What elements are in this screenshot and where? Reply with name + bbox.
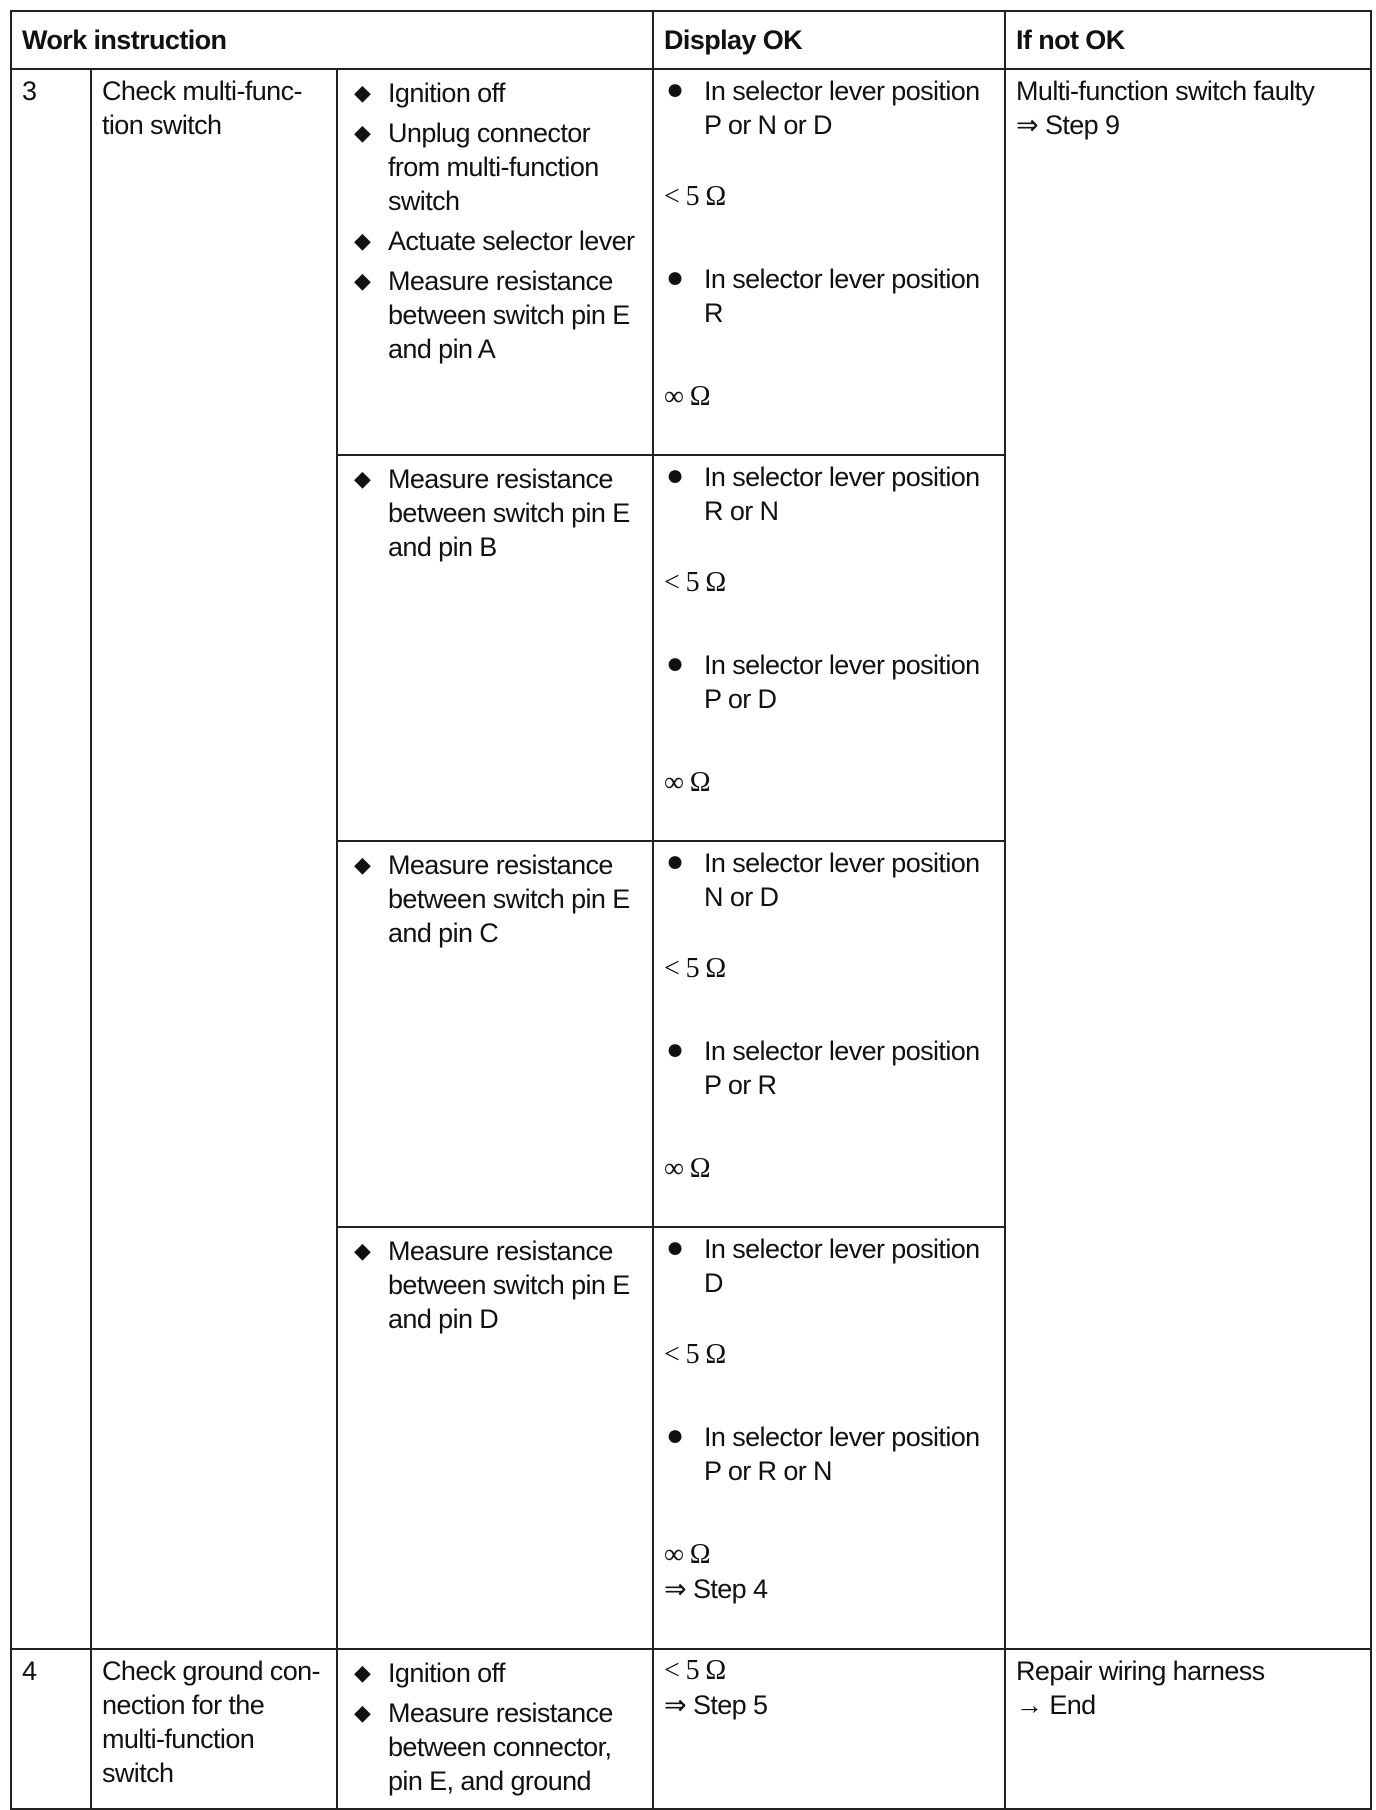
diamond-bullet-icon: ◆ (354, 120, 371, 145)
condition-item: ● In selector lever position P or D (666, 647, 980, 714)
dot-bullet-icon: ● (666, 845, 684, 878)
list-item: ◆ Measure resistance between switch pin E and pin B (354, 464, 630, 562)
next-step-link: ⇒ Step 4 (664, 1574, 768, 1604)
if-not-ok-cell (1005, 1649, 1371, 1809)
step-number: 3 (11, 69, 91, 1649)
display-ok-cell (653, 1649, 1005, 1809)
resistance-value: < 5 Ω (664, 567, 726, 598)
diamond-bullet-icon: ◆ (354, 1700, 371, 1725)
header-if-not-ok: If not OK (1005, 11, 1371, 69)
document-page (10, 10, 1370, 1796)
work-instruction-table (10, 10, 1372, 1810)
condition-item: ● In selector lever position R (666, 261, 980, 328)
action-cell (337, 455, 653, 841)
display-ok-cell (653, 69, 1005, 455)
next-step-link: ⇒ Step 9 (1016, 110, 1120, 140)
action-cell (337, 841, 653, 1227)
dot-bullet-icon: ● (666, 1419, 684, 1452)
dot-bullet-icon: ● (666, 647, 684, 680)
resistance-value: ∞ Ω (664, 1539, 710, 1570)
list-item: ◆ Ignition off (354, 1658, 505, 1688)
table-row (11, 1649, 1371, 1809)
resistance-value: ∞ Ω (664, 767, 710, 798)
if-not-ok-cell (1005, 69, 1371, 1649)
diamond-bullet-icon: ◆ (354, 466, 371, 491)
table-header-row (11, 11, 1371, 69)
display-ok-cell (653, 1227, 1005, 1649)
list-item: ◆ Actuate selector lever (354, 226, 635, 256)
step-number: 4 (11, 1649, 91, 1809)
next-step-link: ⇒ Step 5 (664, 1690, 768, 1720)
diamond-bullet-icon: ◆ (354, 1660, 371, 1685)
dot-bullet-icon: ● (666, 1231, 684, 1264)
dot-bullet-icon: ● (666, 261, 684, 294)
display-ok-cell (653, 841, 1005, 1227)
resistance-value: < 5 Ω (664, 181, 726, 212)
action-cell (337, 1227, 653, 1649)
resistance-value: < 5 Ω (664, 953, 726, 984)
condition-item: ● In selector lever position P or N or D (666, 73, 980, 140)
header-work-instruction: Work instruction (11, 11, 653, 69)
header-display-ok: Display OK (653, 11, 1005, 69)
action-cell (337, 69, 653, 455)
fault-text: Repair wiring harness (1016, 1656, 1265, 1686)
diamond-bullet-icon: ◆ (354, 852, 371, 877)
condition-item: ● In selector lever position P or R or N (666, 1419, 980, 1486)
list-item: ◆ Measure resistance between switch pin E and pin D (354, 1236, 630, 1334)
resistance-value: ∞ Ω (664, 381, 710, 412)
resistance-value: < 5 Ω (664, 1339, 726, 1370)
diamond-bullet-icon: ◆ (354, 1238, 371, 1263)
dot-bullet-icon: ● (666, 1033, 684, 1066)
display-ok-cell (653, 455, 1005, 841)
list-item: ◆ Ignition off (354, 78, 505, 108)
step-item: Check ground con- nection for the multi-function switch (91, 1649, 337, 1809)
next-step-link: → End (1016, 1690, 1096, 1720)
resistance-value: ∞ Ω (664, 1153, 710, 1184)
condition-item: ● In selector lever position P or R (666, 1033, 980, 1100)
step-item: Check multi-func- tion switch (91, 69, 337, 1649)
fault-text: Multi-function switch faulty (1016, 76, 1315, 106)
list-item: ◆ Measure resistance between switch pin E and pin A (354, 266, 630, 364)
condition-item: ● In selector lever position D (666, 1231, 980, 1298)
dot-bullet-icon: ● (666, 73, 684, 106)
diamond-bullet-icon: ◆ (354, 228, 371, 253)
condition-item: ● In selector lever position R or N (666, 459, 980, 526)
table-row (11, 69, 1371, 455)
dot-bullet-icon: ● (666, 459, 684, 492)
diamond-bullet-icon: ◆ (354, 268, 371, 293)
action-cell (337, 1649, 653, 1809)
resistance-value: < 5 Ω (664, 1655, 726, 1686)
list-item: ◆ Measure resistance between switch pin E and pin C (354, 850, 630, 948)
diamond-bullet-icon: ◆ (354, 80, 371, 105)
list-item: ◆ Measure resistance between connector, pin E, and ground (354, 1698, 613, 1796)
condition-item: ● In selector lever position N or D (666, 845, 980, 912)
list-item: ◆ Unplug connector from multi-function switch (354, 118, 599, 216)
